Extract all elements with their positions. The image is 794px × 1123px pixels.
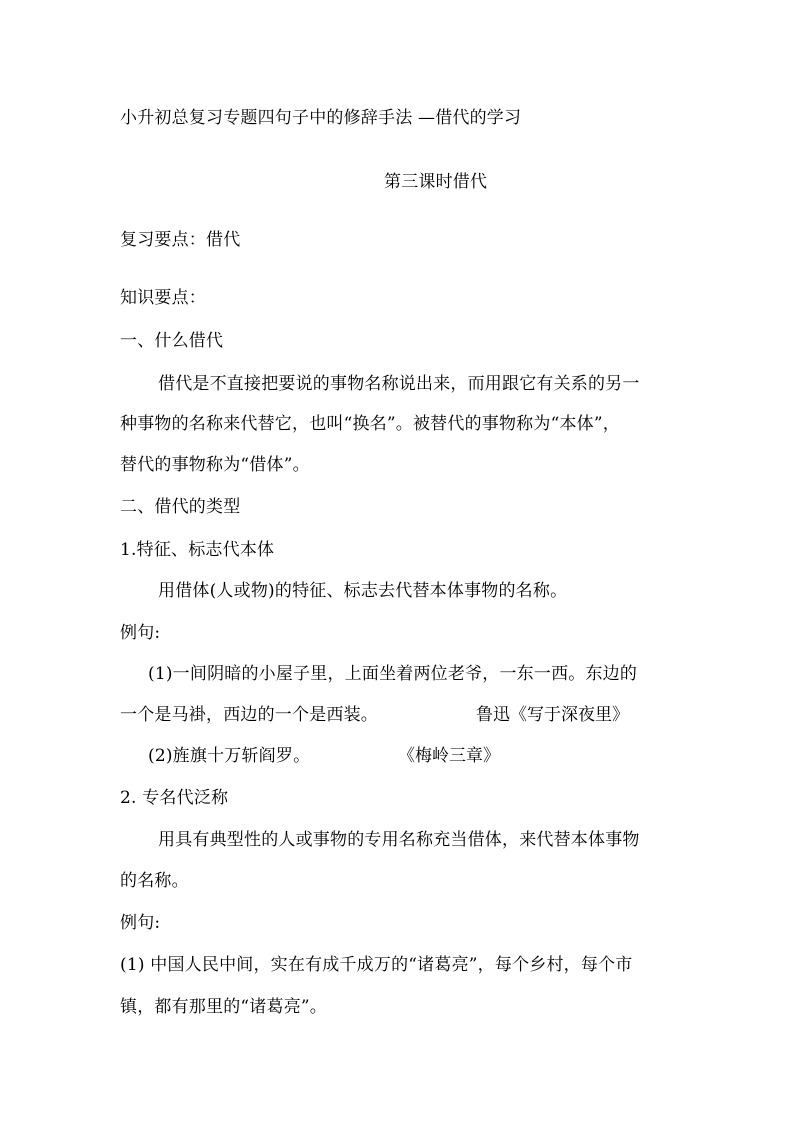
type1-example2-line: (2)旌旗十万斩阎罗。 <box>148 746 311 766</box>
type2-heading: 2. 专名代泛称 <box>120 788 229 808</box>
type1-heading: 1.特征、标志代本体 <box>120 540 275 560</box>
type2-description-line1: 用具有典型性的人或事物的专用名称充当借体，来代替本体事物 <box>158 830 640 850</box>
review-point: 复习要点：借代 <box>120 230 241 250</box>
type1-description: 用借体(人或物)的特征、标志去代替本体事物的名称。 <box>158 581 568 601</box>
type1-example1-source: 鲁迅《写于深夜里》 <box>476 705 629 725</box>
document-title: 小升初总复习专题四句子中的修辞手法 —借代的学习 <box>120 108 522 128</box>
type1-example1-line1: (1)一间阴暗的小屋子里，上面坐着两位老爷，一东一西。东边的 <box>148 664 638 684</box>
type1-example-label: 例句: <box>120 623 161 643</box>
type2-example-label: 例句: <box>120 913 161 933</box>
knowledge-point-label: 知识要点： <box>120 288 206 308</box>
type2-example1-line1: (1) 中国人民中间，实在有成千成万的“诸葛亮”，每个乡村，每个市 <box>120 955 633 975</box>
type2-example1-line2: 镇，都有那里的“诸葛亮”。 <box>120 997 327 1017</box>
section2-heading: 二、借代的类型 <box>120 497 241 517</box>
type1-example1-line2: 一个是马褂，西边的一个是西装。 <box>120 705 378 725</box>
section1-paragraph-line1: 借代是不直接把要说的事物名称说出来，而用跟它有关系的另一 <box>158 374 640 394</box>
type1-example2-source: 《梅岭三章》 <box>398 746 500 766</box>
section1-heading: 一、什么借代 <box>120 331 224 351</box>
lesson-title: 第三课时借代 <box>384 172 488 192</box>
section1-paragraph-line3: 替代的事物称为“借体”。 <box>120 455 310 475</box>
type2-description-line2: 的名称。 <box>120 871 189 891</box>
section1-paragraph-line2: 种事物的名称来代替它，也叫“换名”。被替代的事物称为“本体”， <box>120 414 620 434</box>
